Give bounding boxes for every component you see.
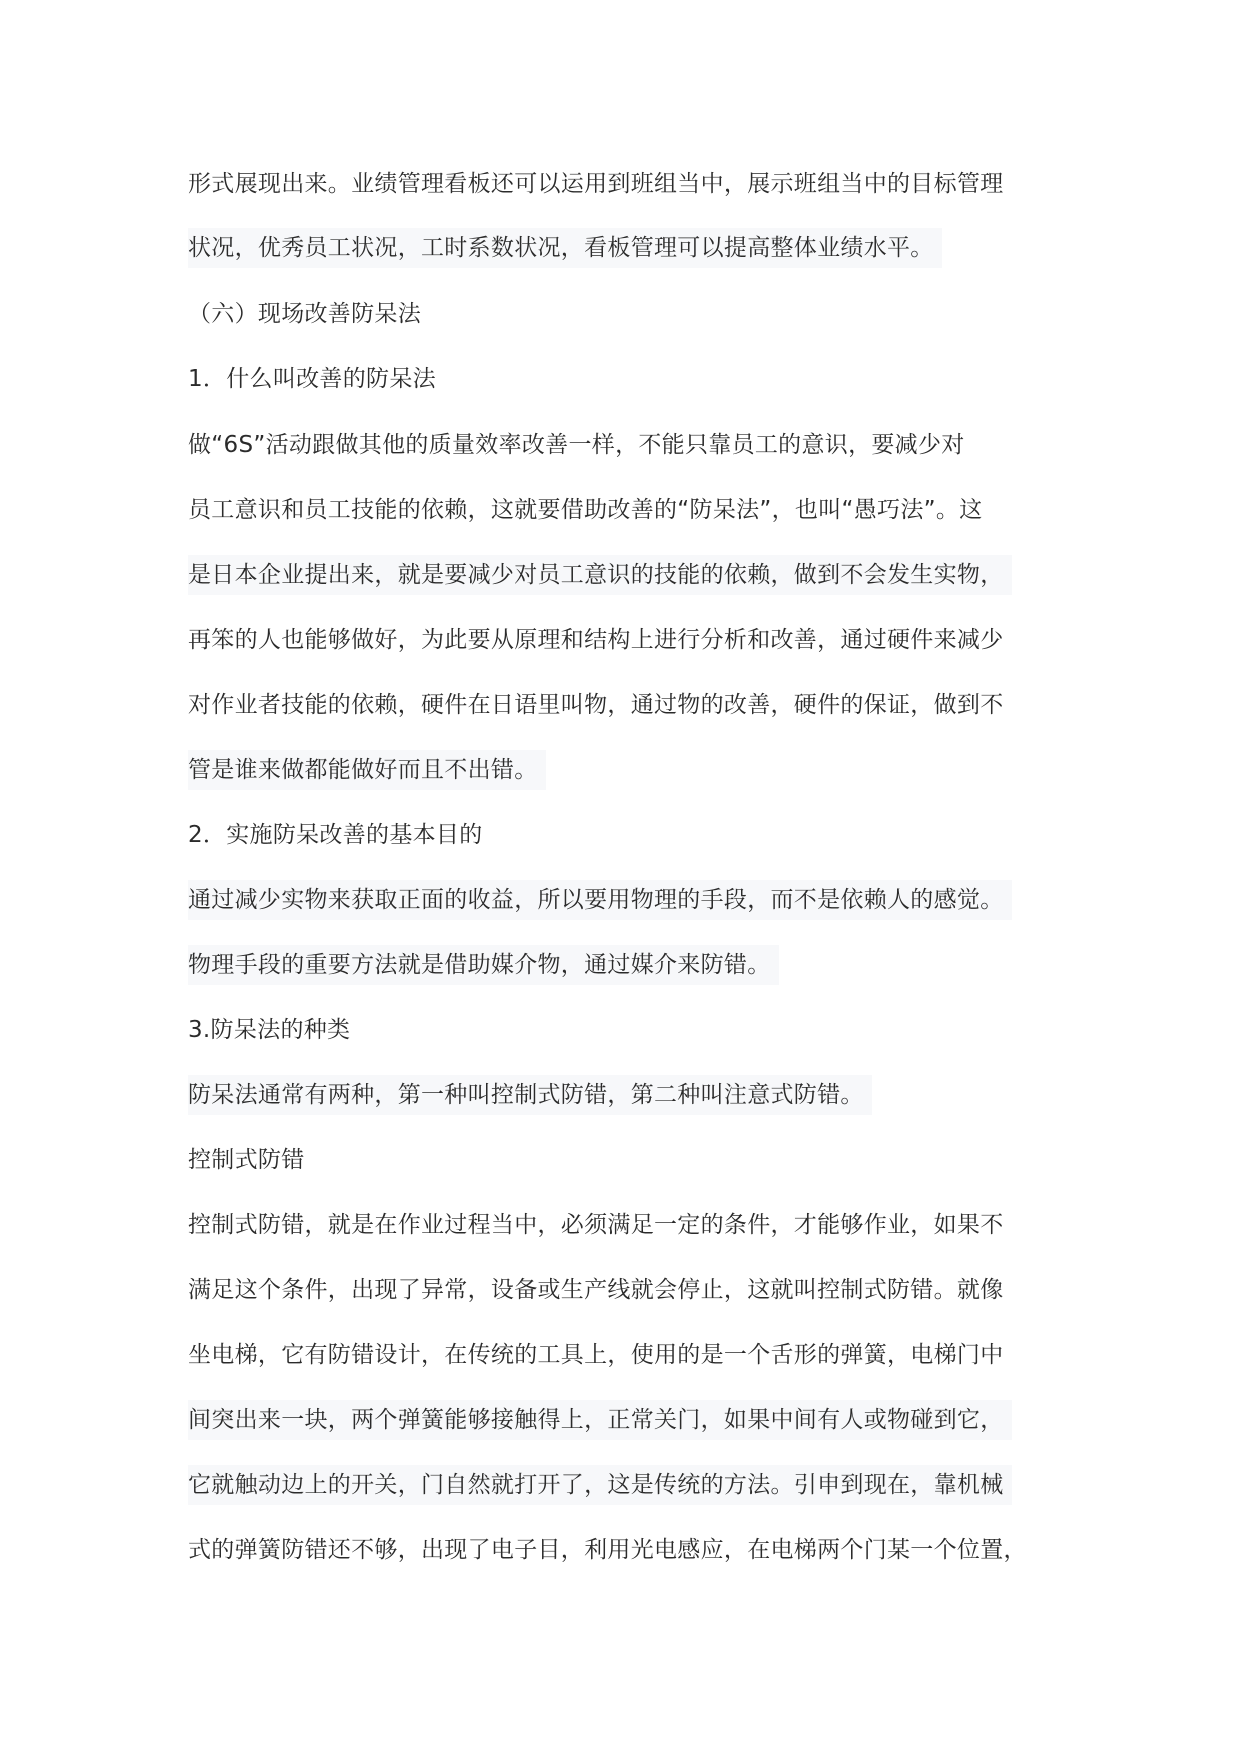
subsection-heading: 1．什么叫改善的防呆法 <box>188 366 436 392</box>
text-line: 间突出来一块，两个弹簧能够接触得上，正常关门，如果中间有人或物碰到它， <box>188 1400 1012 1440</box>
text-line: 防呆法通常有两种，第一种叫控制式防错，第二种叫注意式防错。 <box>188 1075 872 1115</box>
text-line: 通过减少实物来获取正面的收益，所以要用物理的手段，而不是依赖人的感觉。 <box>188 880 1012 920</box>
text-line: 满足这个条件，出现了异常，设备或生产线就会停止，这就叫控制式防错。就像 <box>188 1277 1004 1303</box>
text-line: 它就触动边上的开关，门自然就打开了，这是传统的方法。引申到现在，靠机械 <box>188 1465 1012 1505</box>
text-line: 员工意识和员工技能的依赖，这就要借助改善的“防呆法”，也叫“愚巧法”。这 <box>188 497 983 523</box>
text-line: 控制式防错，就是在作业过程当中，必须满足一定的条件，才能够作业，如果不 <box>188 1212 1004 1238</box>
text-line: 管是谁来做都能做好而且不出错。 <box>188 750 546 790</box>
text-line: 形式展现出来。业绩管理看板还可以运用到班组当中，展示班组当中的目标管理 <box>188 171 1004 197</box>
subsection-heading: 2．实施防呆改善的基本目的 <box>188 822 483 848</box>
section-heading: （六）现场改善防呆法 <box>188 301 421 327</box>
text-line: 对作业者技能的依赖，硬件在日语里叫物，通过物的改善，硬件的保证，做到不 <box>188 692 1004 718</box>
text-line: 式的弹簧防错还不够，出现了电子目，利用光电感应，在电梯两个门某一个位置， <box>188 1537 1027 1563</box>
text-line: 做“6S”活动跟做其他的质量效率改善一样，不能只靠员工的意识，要减少对 <box>188 432 965 458</box>
subsection-heading: 控制式防错 <box>188 1147 305 1173</box>
text-line: 坐电梯，它有防错设计，在传统的工具上，使用的是一个舌形的弹簧，电梯门中 <box>188 1342 1004 1368</box>
text-line: 物理手段的重要方法就是借助媒介物，通过媒介来防错。 <box>188 945 779 985</box>
text-line: 状况，优秀员工状况，工时系数状况，看板管理可以提高整体业绩水平。 <box>188 228 942 268</box>
text-line: 再笨的人也能够做好，为此要从原理和结构上进行分析和改善，通过硬件来减少 <box>188 627 1004 653</box>
text-line: 是日本企业提出来，就是要减少对员工意识的技能的依赖，做到不会发生实物， <box>188 555 1012 595</box>
subsection-heading: 3.防呆法的种类 <box>188 1017 351 1043</box>
